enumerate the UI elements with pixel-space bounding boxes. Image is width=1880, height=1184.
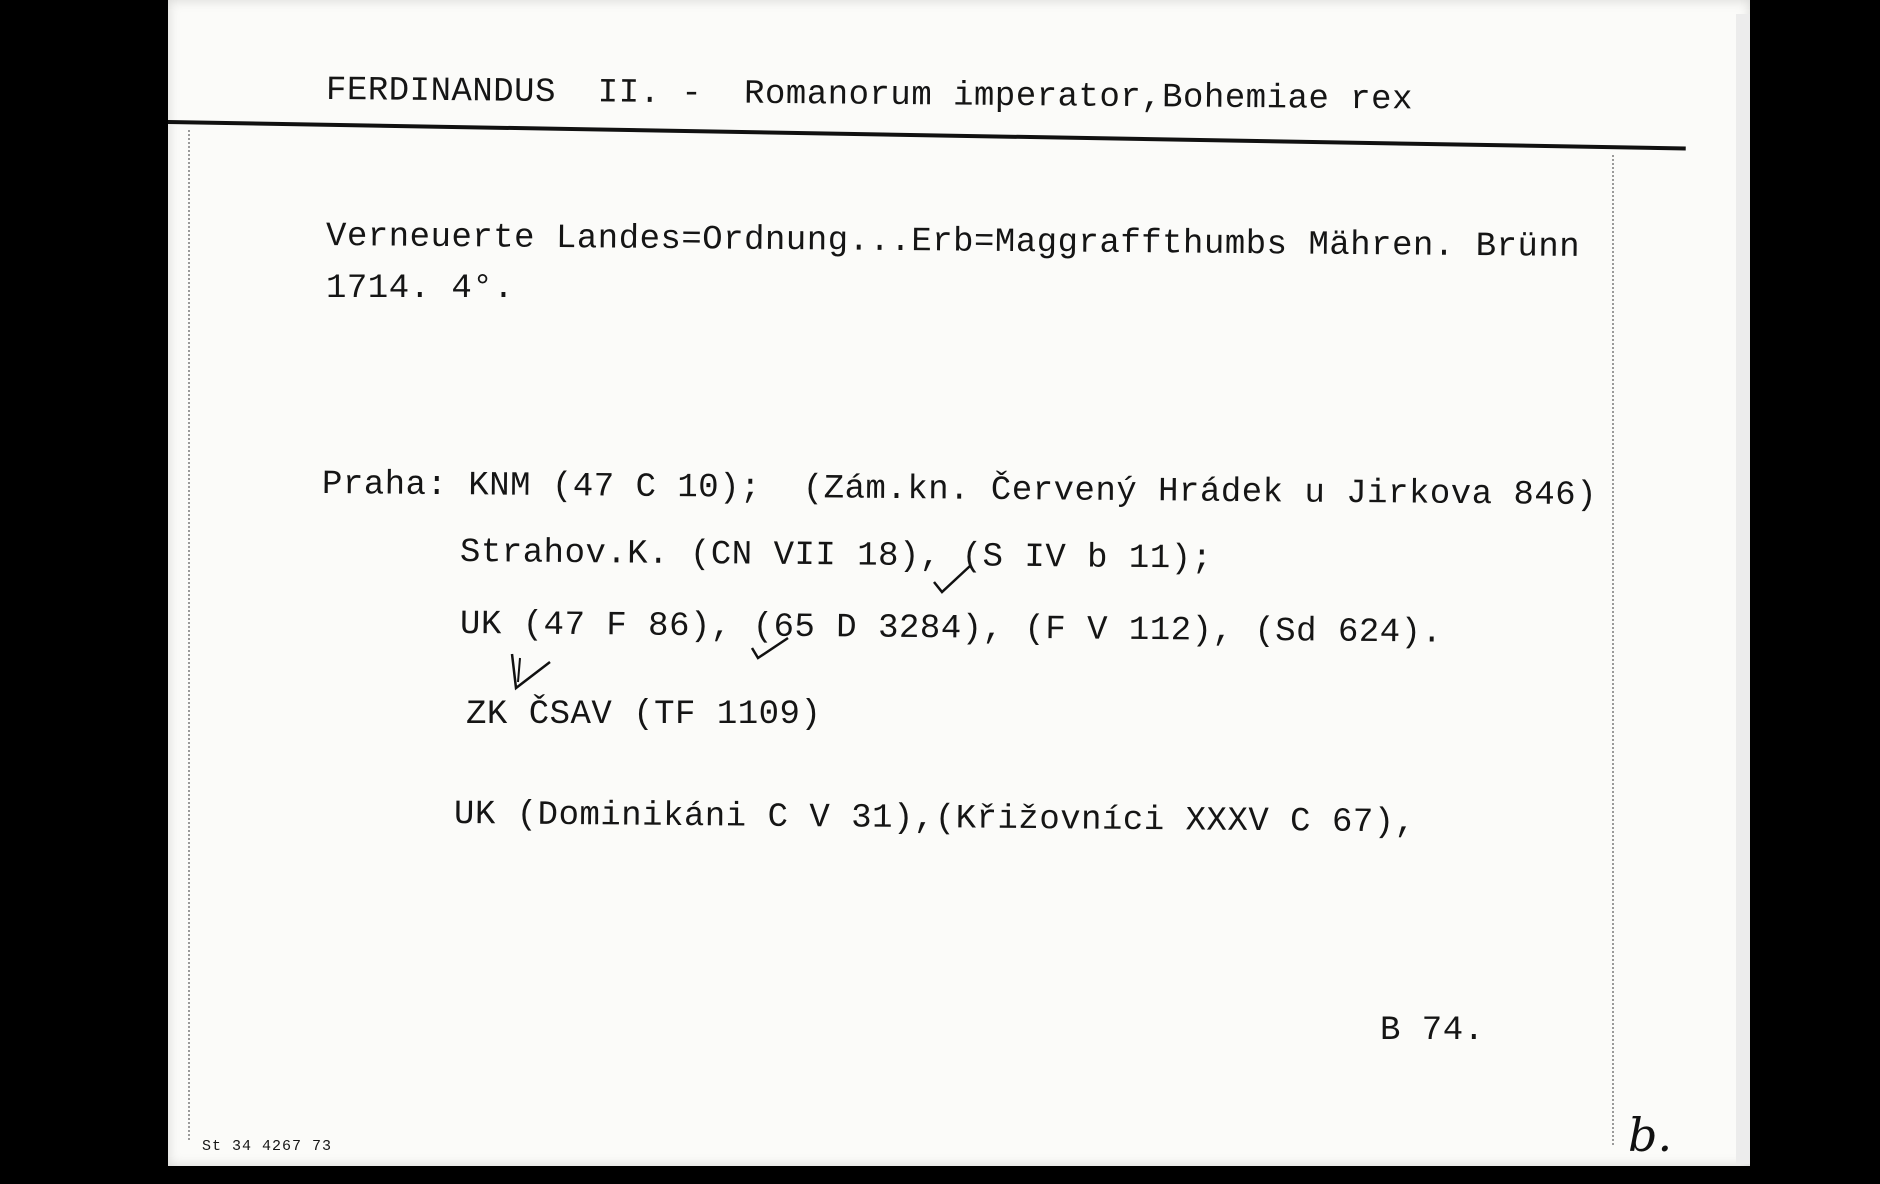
checkmark-icon [506,648,554,694]
holding-line: UK (47 F 86), (65 D 3284), (F V 112), (Sd 624). [459,606,1443,653]
call-number: B 74. [1380,1012,1485,1050]
handwritten-mark: b. [1628,1108,1673,1162]
right-margin-line [1612,155,1614,1145]
card-edge [1736,14,1750,1164]
checkmark-icon [748,628,794,664]
holding-line: Praha: KNM (47 C 10); (Zám.kn. Červený Hrádek u Jirkova 846) [321,466,1598,516]
title-line-1: Verneuerte Landes=Ordnung...Erb=Maggraffthumbs Mähren. Brünn [325,218,1581,267]
footer-number: St 34 4267 73 [202,1138,333,1155]
holding-line: Strahov.K. (CN VII 18), (S IV b 11); [459,534,1213,579]
card-heading: FERDINANDUS II. - Romanorum imperator,Bohemiae rex [325,72,1414,120]
holding-line: UK (Dominikáni C V 31),(Křižovníci XXXV C 67), [453,796,1416,843]
holding-line: ZK ČSAV (TF 1109) [466,696,822,734]
left-margin-line [188,130,190,1140]
title-line-2: 1714. 4°. [326,270,515,308]
checkmark-icon [930,560,976,598]
